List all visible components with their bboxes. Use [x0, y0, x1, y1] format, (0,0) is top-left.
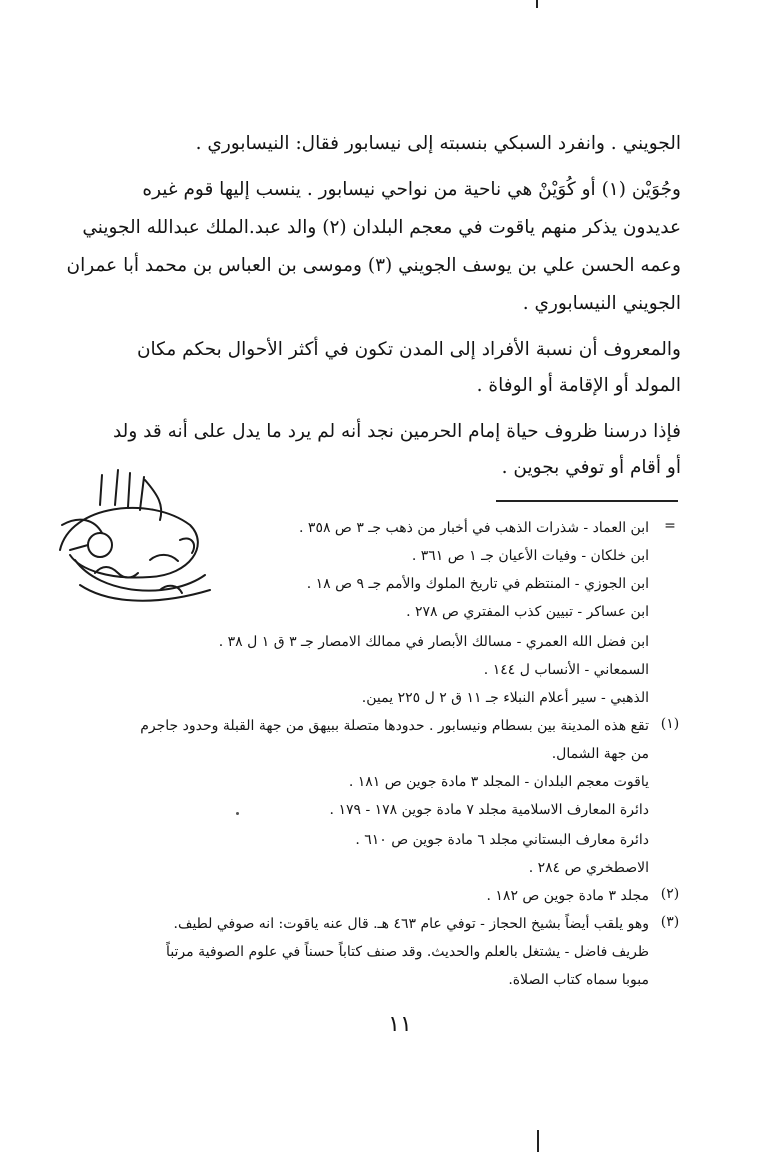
body-line-8: فإذا درسنا ظروف حياة إمام الحرمين نجد أنه لم يرد ما يدل على أنه قد ولد	[112, 421, 681, 442]
footnote-line-16: ظريف فاضل - يشتغل بالعلم والحديث. وقد صنف كتاباً حسناً في علوم الصوفية مرتباً	[166, 944, 649, 960]
page-number: ١١	[388, 1012, 412, 1037]
bottom-margin-mark	[537, 1130, 539, 1152]
footnote-line-5: ابن فضل الله العمري - مسالك الأبصار في ممالك الامصار جـ ٣ ق ١ ل ٣٨ .	[218, 634, 649, 650]
speck	[236, 812, 239, 815]
footnote-separator	[496, 500, 678, 502]
body-line-1: الجويني . وانفرد السبكي بنسبته إلى نيسابور فقال: النيسابوري .	[195, 133, 681, 154]
top-margin-mark	[536, 0, 538, 8]
footnote-line-6: السمعاني - الأنساب ل ١٤٤ .	[483, 662, 649, 678]
footnote-line-3: ابن الجوزي - المنتظم في تاريخ الملوك والأمم جـ ٩ ص ١٨ .	[306, 576, 649, 592]
footnote-line-13: الاصطخري ص ٢٨٤ .	[528, 860, 649, 876]
footnote-line-1: ابن العماد - شذرات الذهب في أخبار من ذهب جـ ٣ ص ٣٥٨ .	[299, 520, 649, 536]
body-line-3: عديدون يذكر منهم ياقوت في معجم البلدان (٢) والد عبد.الملك عبدالله الجويني	[82, 217, 681, 238]
footnote-line-12: دائرة معارف البستاني مجلد ٦ مادة جوين ص ٦١٠ .	[355, 832, 649, 848]
footnote-line-11: دائرة المعارف الاسلامية مجلد ٧ مادة جوين ١٧٨ - ١٧٩ .	[329, 802, 649, 818]
body-line-9: أو أقام أو توفي بجوين .	[501, 457, 681, 478]
calligraphy-seal-icon	[40, 465, 220, 625]
footnote-marker-2: (٢)	[660, 886, 680, 902]
body-line-2: وجُوَيْن (١) أو كُوَيْنْ هي ناحية من نواحي نيسابور . ينسب إليها قوم غيره	[142, 179, 681, 200]
body-line-4: وعمه الحسن علي بن يوسف الجويني (٣) وموسى بن العباس بن محمد أبا عمران	[66, 255, 681, 276]
footnote-line-15: وهو يلقب أيضاً بشيخ الحجاز - توفي عام ٤٦٣ هـ. قال عنه ياقوت: انه صوفي لطيف.	[173, 916, 649, 932]
footnote-line-8: تقع هذه المدينة بين بسطام ونيسابور . حدودها متصلة ببيهق من جهة القبلة وحدود جاجرم	[140, 718, 649, 734]
footnote-line-4: ابن عساكر - تبيين كذب المفتري ص ٢٧٨ .	[406, 604, 649, 620]
footnote-line-9: من جهة الشمال.	[551, 746, 649, 762]
footnote-line-10: ياقوت معجم البلدان - المجلد ٣ مادة جوين ص ١٨١ .	[348, 774, 649, 790]
footnote-marker-1: (١)	[660, 716, 680, 732]
footnote-line-17: مبوبا سماه كتاب الصلاة.	[508, 972, 649, 988]
body-line-5: الجويني النيسابوري .	[522, 293, 681, 314]
footnote-line-7: الذهبي - سير أعلام النبلاء جـ ١١ ق ٢ ل ٢٢٥ يمين.	[361, 690, 649, 706]
body-line-7: المولد أو الإقامة أو الوفاة .	[476, 375, 681, 396]
footnote-marker-cont: =	[664, 518, 676, 534]
footnote-line-2: ابن خلكان - وفيات الأعيان جـ ١ ص ٣٦١ .	[411, 548, 649, 564]
footnote-line-14: مجلد ٣ مادة جوين ص ١٨٢ .	[486, 888, 649, 904]
footnote-marker-3: (٣)	[660, 914, 680, 930]
body-line-6: والمعروف أن نسبة الأفراد إلى المدن تكون في أكثر الأحوال بحكم مكان	[136, 339, 681, 360]
